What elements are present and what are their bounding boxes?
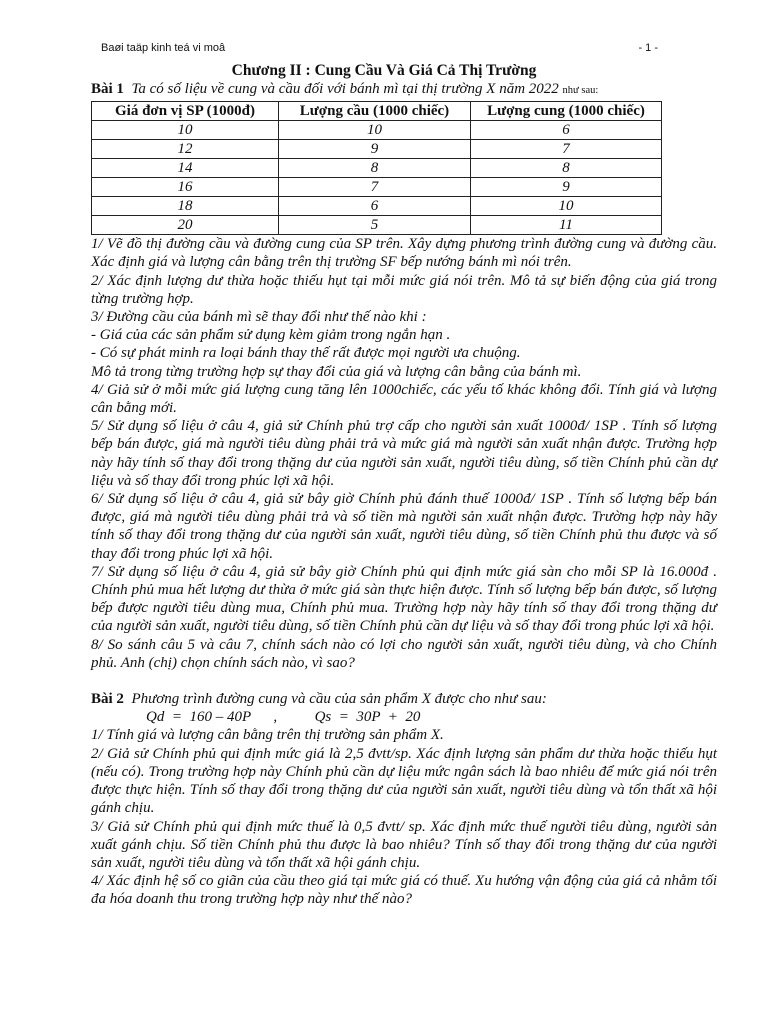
table-row xyxy=(92,178,662,197)
section-spacer xyxy=(91,672,717,690)
table-row xyxy=(92,159,662,178)
bai1-question-3-describe: Mô tả trong từng trường hợp sự thay đổi của giá và lượng cân bằng của bánh mì. xyxy=(91,363,582,380)
table-row xyxy=(92,197,662,216)
demand-cell: 5 xyxy=(279,216,471,235)
demand-cell: 8 xyxy=(279,159,471,178)
table-row xyxy=(92,121,662,140)
page-header xyxy=(101,42,658,58)
bai2-question-4: 4/ Xác định hệ số co giãn của cầu theo giá tại mức giá có thuế. Xu hướng vận động của giá cả nhằm tối đa hóa doanh thu trong trường hợp này như thế nào? xyxy=(91,873,717,908)
supply-cell: 6 xyxy=(471,121,662,140)
supply-cell: 8 xyxy=(471,159,662,178)
table-row xyxy=(92,216,662,235)
supply-cell: 10 xyxy=(471,197,662,216)
bai1-label: Bài 1 xyxy=(91,81,124,97)
bai1-intro: Ta có số liệu về cung và cầu đối với bánh mì tại thị trường X năm 2022 xyxy=(131,81,559,97)
demand-cell: 7 xyxy=(279,178,471,197)
demand-cell: 6 xyxy=(279,197,471,216)
bai1-intro-line xyxy=(91,80,717,100)
supply-cell: 11 xyxy=(471,216,662,235)
column-header-supply: Lượng cung (1000 chiếc) xyxy=(471,102,662,121)
price-cell: 10 xyxy=(92,121,279,140)
price-cell: 18 xyxy=(92,197,279,216)
bai2-question-3: 3/ Giả sử Chính phủ qui định mức thuế là 0,5 đvtt/ sp. Xác định mức thuế người tiêu dùng, người sản xuất gánh chịu. Số tiền Chính phủ thu được là bao nhiêu? Tính số thay đổi trong thặng dư của người sản xuất, người tiêu dùng và tổn thất xã hội gánh chịu. xyxy=(91,818,717,871)
bai1-question-3-case-a: - Giá của các sản phẩm sử dụng kèm giảm trong ngắn hạn . xyxy=(91,327,451,344)
header-title: Baøi taäp kinh teá vi moâ xyxy=(101,42,226,54)
page-number: - 1 - xyxy=(638,42,658,54)
price-cell: 12 xyxy=(92,140,279,159)
chapter-title: Chương II : Cung Cầu Và Giá Cả Thị Trường xyxy=(231,62,537,79)
supply-demand-table xyxy=(91,101,662,235)
column-header-demand: Lượng cầu (1000 chiếc) xyxy=(279,102,471,121)
bai2-question-2: 2/ Giả sử Chính phủ qui định mức giá là 2,5 đvtt/sp. Xác định lượng sản phẩm dư thừa hoặc thiếu hụt (nếu có). Trong trường hợp này Chính phủ cần dự liệu mức ngân sách là bao nhiêu để mức giá nói trên được thực hiện. Tính số thay đổi trong thặng dư của người sản xuất, người tiêu dùng và tổn thất xã hội gánh chịu. xyxy=(91,745,717,817)
bai1-question-4: 4/ Giả sử ở mỗi mức giá lượng cung tăng lên 1000chiếc, các yếu tố khác không đổi. Tính giá và lượng cân bằng mới. xyxy=(91,381,717,417)
demand-cell: 9 xyxy=(279,140,471,159)
bai1-question-5: 5/ Sử dụng số liệu ở câu 4, giả sử Chính phủ trợ cấp cho người sản xuất 1000đ/ 1SP . Tính số lượng bếp bán được, giá mà người tiêu dùng phải trả và mức giá mà người sản xuất nhận được. Trường hợp này hãy tính số thay đổi trong thặng dư của người sản xuất, người tiêu dùng, số tiền Chính phủ cần dự liệu và số thay đổi trong phúc lợi xã hội. xyxy=(91,418,717,489)
supply-cell: 7 xyxy=(471,140,662,159)
bai1-question-3: 3/ Đường cầu của bánh mì sẽ thay đổi như thế nào khi : xyxy=(91,309,427,326)
table-row xyxy=(92,140,662,159)
bai2-label: Bài 2 xyxy=(91,691,124,708)
bai1-question-8: 8/ So sánh câu 5 và câu 7, chính sách nào có lợi cho người sản xuất, người tiêu dùng, và cho Chính phủ. Anh (chị) chọn chính sách nào, vì sao? xyxy=(91,636,717,671)
supply-cell: 9 xyxy=(471,178,662,197)
bai2-equations: Qd = 160 – 40P , Qs = 30P + 20 xyxy=(146,709,421,726)
column-header-price: Giá đơn vị SP (1000đ) xyxy=(92,102,279,121)
price-cell: 16 xyxy=(92,178,279,197)
demand-cell: 10 xyxy=(279,121,471,140)
document-body xyxy=(91,80,717,909)
bai1-question-1: 1/ Vẽ đồ thị đường cầu và đường cung của SP trên. Xây dựng phương trình đường cung và đường cầu. Xác định giá và lượng cân bằng trên thị trường SF bếp nướng bánh mì nói trên. xyxy=(91,236,717,271)
bai2-intro: Phương trình đường cung và cầu của sản phẩm X được cho như sau: xyxy=(131,691,547,708)
table-header-row xyxy=(92,102,662,121)
bai2-intro-line xyxy=(91,690,717,708)
bai1-question-2: 2/ Xác định lượng dư thừa hoặc thiếu hụt tại mỗi mức giá nói trên. Mô tả sự biến động của giá trong từng trường hợp. xyxy=(91,272,717,307)
price-cell: 14 xyxy=(92,159,279,178)
bai1-question-7: 7/ Sử dụng số liệu ở câu 4, giả sử bây giờ Chính phủ qui định mức giá sàn cho mỗi SP là 16.000đ . Chính phủ mua hết lượng dư thừa ở mức giá sàn thực hiện được. Tính số lượng bếp bán được, số lượng bếp được người tiêu dùng mua, Chính phủ mua. Trường hợp này hãy tính số thay đổi trong thặng dư của người sản xuất, người tiêu dùng, số tiền Chính phủ cần dự liệu và số thay đổi trong phúc lợi xã hội. xyxy=(91,563,717,635)
price-cell: 20 xyxy=(92,216,279,235)
bai1-question-3-case-b: - Có sự phát minh ra loại bánh thay thế rất được mọi người ưa chuộng. xyxy=(91,345,521,362)
bai1-question-6: 6/ Sử dụng số liệu ở câu 4, giả sử bây giờ Chính phủ đánh thuế 1000đ/ 1SP . Tính số lượng bếp bán được, giá mà người tiêu dùng phải trả và số tiền mà người sản xuất nhận được. Trường hợp này hãy tính số thay đổi trong thặng dư của người sản xuất, người tiêu dùng, số tiền Chính phủ thu được và số thay đổi trong phúc lợi xã hội. xyxy=(91,491,717,562)
bai1-intro-note: như sau: xyxy=(562,85,599,96)
bai2-question-1: 1/ Tính giá và lượng cân bằng trên thị trường sản phẩm X. xyxy=(91,727,444,744)
